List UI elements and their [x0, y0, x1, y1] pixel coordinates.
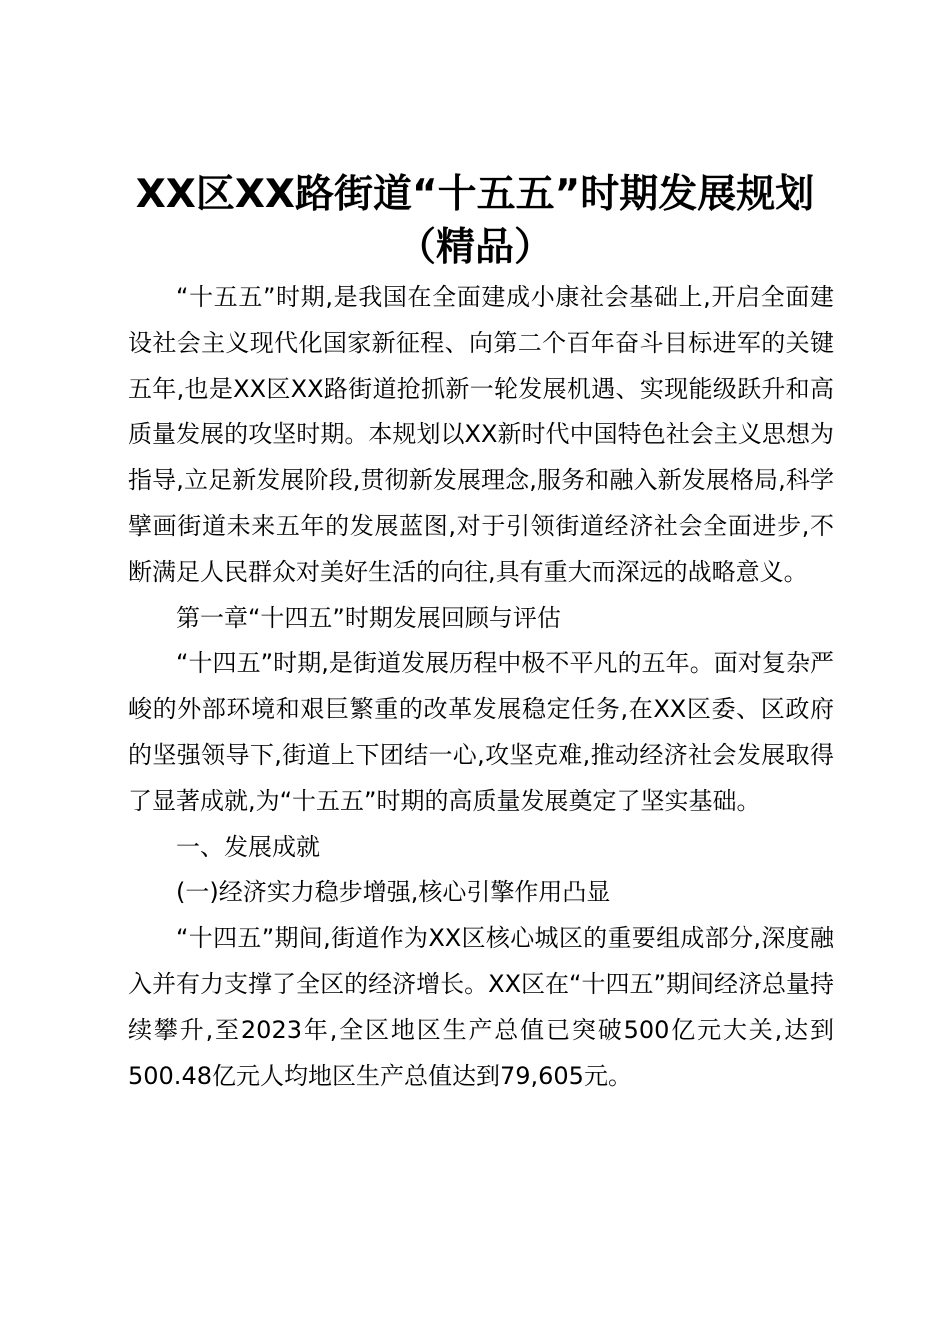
- subsection-heading: (一)经济实力稳步增强,核心引擎作用凸显: [176, 878, 611, 907]
- chapter-heading: 第一章“十四五”时期发展回顾与评估: [176, 603, 561, 632]
- economy-paragraph: “十四五”期间,街道作为XX区核心城区的重要组成部分,深度融入并有力支撑了全区的经济增长。XX区在“十四五”期间经济总量持续攀升,至2023年,全区地区生产总值已突破500亿元大关,达到500.48亿元人均地区生产总值达到79,605元。: [128, 924, 834, 1090]
- document-title: XX区XX路街道“十五五”时期发展规划（精品）: [135, 172, 815, 270]
- intro-paragraph: “十五五”时期,是我国在全面建成小康社会基础上,开启全面建设社会主义现代化国家新征程、向第二个百年奋斗目标进军的关键五年,也是XX区XX路街道抢抓新一轮发展机遇、实现能级跃升和高质量发展的攻坚时期。本规划以XX新时代中国特色社会主义思想为指导,立足新发展阶段,贯彻新发展理念,服务和融入新发展格局,科学擘画街道未来五年的发展蓝图,对于引领街道经济社会全面进步,不断满足人民群众对美好生活的向往,具有重大而深远的战略意义。: [128, 283, 834, 586]
- document-body: [128, 275, 834, 1099]
- section-heading: 一、发展成就: [176, 832, 320, 861]
- chapter-intro-paragraph: “十四五”时期,是街道发展历程中极不平凡的五年。面对复杂严峻的外部环境和艰巨繁重的改革发展稳定任务,在XX区委、区政府的坚强领导下,街道上下团结一心,攻坚克难,推动经济社会发展取得了显著成就,为“十五五”时期的高质量发展奠定了坚实基础。: [128, 649, 834, 815]
